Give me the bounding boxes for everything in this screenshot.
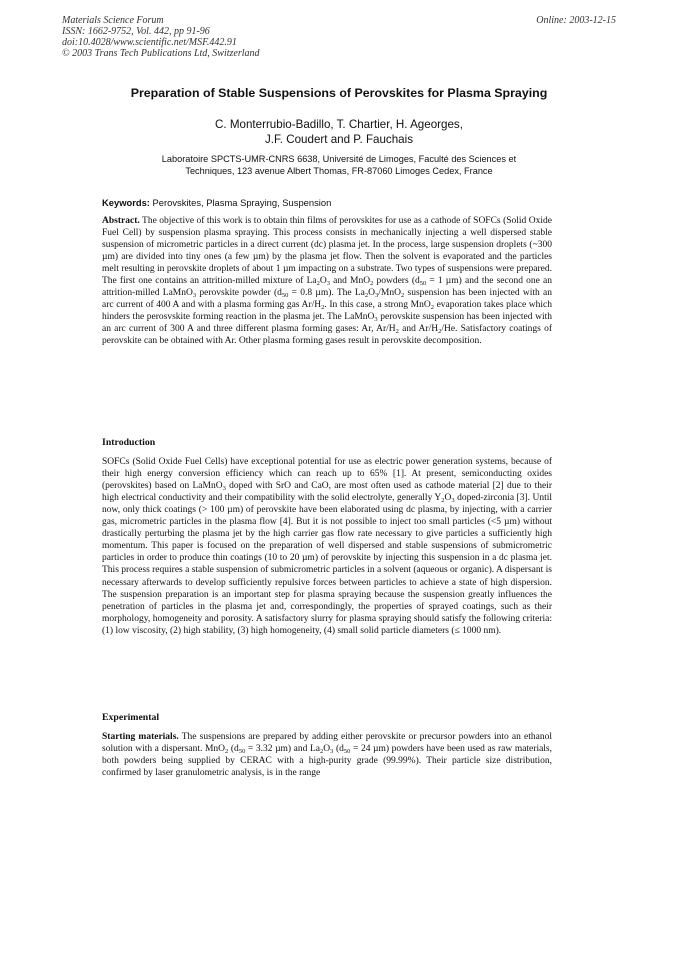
subscript: 50 [343,748,351,756]
abstract-text: powders (d [373,276,420,287]
abstract-text: and Ar/H [398,324,439,335]
subscript: 3 [326,280,330,288]
abstract-text: suspension has been injected with an arc current of 400 A and with a plasma forming gas Ar/H [102,288,552,311]
abstract-label: Abstract. [102,216,140,226]
subscript: 2 [225,748,229,756]
experimental-paragraph [102,731,552,779]
abstract [102,215,552,348]
paragraph-text: = 24 µm) powders have been used as raw materials, both powders being supplied by CERAC with a high-purity grade (99.99%). Their particle size distribution, confirmed by laser granulometric analysis, is in the range [102,744,553,779]
journal-info [62,15,260,59]
subscript: 2 [400,292,405,300]
subscript: 50 [281,292,289,300]
subscript: 2 [321,304,325,312]
journal-doi: doi:10.4028/www.scientific.net/MSF.442.91 [62,37,237,48]
paragraph-text: (d [228,744,239,755]
subscript: 2 [430,304,434,312]
subscript: 3 [374,316,378,324]
subscript: 2 [316,280,320,288]
experimental-section [102,712,552,779]
keywords-label: Keywords: [102,197,150,208]
affiliation [100,153,578,177]
section-heading: Introduction [102,437,156,448]
subscript: 2 [441,497,445,505]
abstract-text: O [368,288,376,299]
paragraph-text: The suspensions are prepared by adding either perovskite or precursor powders into an ethanol solution with a dispersant. MnO [102,732,552,755]
subscript: 2 [395,328,399,336]
introduction-paragraph [102,456,552,637]
paper-title: Preparation of Stable Suspensions of Perovskites for Plasma Spraying [130,86,548,100]
keywords [102,197,331,208]
introduction-section [102,437,552,637]
subscript: 3 [222,485,226,493]
subscript: 2 [438,328,442,336]
paragraph-text: doped-zirconia [3]. Until now, only thick coatings (> 100 µm) of perovskite have been elaborated using dc plasma, by injecting, with a carrier gas, micrometric particles in the plasma flow [4]. But it is not possible to inject too small particles (<5 µm) without drastically perturbing the plasma jet by the high carrier gas flow rate necessary to give particles a sufficiently high momentum. This paper is focused on the preparation of well dispersed and stable suspensions of submicrometric particles in order to produce thin coatings (10 to 20 µm) of perovskite by injecting this suspension in a dc plasma jet. This process requires a stable suspension of submicrometric particles in a solvent (aqueous or organic). A dispersant is necessary afterwards to develop sufficiently repulsive forces between particles to achieve a state of high dispersion. The suspension preparation is an important step for plasma spraying because the suspension greatly influences the penetration of particles in the plasma jet and, correspondingly, the properties of sprayed coatings, such as their morphology, homogeneity and porosity. A satisfactory slurry for plasma spraying should satisfy the following criteria: (1) low viscosity, (2) high stability, (3) high homogeneity, (4) small solid particle diameters (≤ 1000 nm). [102,493,552,636]
subscript: 50 [419,280,427,288]
affiliation-line-2: Techniques, 123 avenue Albert Thomas, FR-87060 Limoges Cedex, France [185,166,493,176]
keywords-text: Perovskites, Plasma Spraying, Suspension [152,197,332,208]
abstract-text: and MnO [330,276,371,287]
journal-name: Materials Science Forum [62,15,164,26]
abstract-text: /MnO [378,288,401,299]
abstract-text: The objective of this work is to obtain thin films of perovskites for use as a cathode of SOFCs (Solid Oxide Fuel Cell) by suspension plasma spraying. This process consists in mechanically injecting a well dispersed stable suspension of micrometric particles in a direct current (dc) plasma jet. In the process, large suspension droplets (~300 µm) are divided into tiny ones (a few µm) by the plasma jet flow. Then the solvent is evaporated and the particles melt resulting in perovskite droplets of about 1 µm impacting on a substrate. Two types of suspensions were prepared. The first one contains an attrition-milled mixture of La [102,216,552,287]
journal-copyright: © 2003 Trans Tech Publications Ltd, Switzerland [62,48,260,59]
subscript: 3 [330,748,334,756]
paragraph-text: = 3.32 µm) and La [245,744,321,755]
paragraph-text: (d [333,744,344,755]
paragraph-text: doped with SrO and CaO, are most often used as cathode material [2] due to their high electrical conductivity and their compatibility with the solid electrolyte, generally Y [102,481,552,504]
authors-line-1: C. Monterrubio-Badillo, T. Chartier, H. Ageorges, [215,118,463,131]
paragraph-text: O [444,493,452,504]
abstract-text: perovskite suspension has been injected with an arc current of 300 A and three different plasma forming gases: Ar, Ar/H [102,312,552,335]
author-list [62,117,616,147]
abstract-text: = 0.8 µm). The La [288,288,365,299]
subscript: 2 [320,748,324,756]
subscript: 3 [375,292,379,300]
paragraph-text: SOFCs (Solid Oxide Fuel Cells) have exceptional potential for use as electric power generation systems, because of their high energy conversion efficiency which can reach up to 65% [1]. At present, semiconducting oxides (perovskites) based on LaMnO [102,457,552,492]
abstract-text: . In this case, a strong MnO [324,300,431,311]
abstract-text: evaporation takes place which hinders the perosvskite forming reaction in the plasma jet. The LaMnO [102,300,552,323]
abstract-text: O [319,276,327,287]
affiliation-line-1: Laboratoire SPCTS-UMR-CNRS 6638, Université de Limoges, Faculté des Sciences et [161,154,517,164]
subscript: 50 [238,748,246,756]
subscript: 2 [370,280,374,288]
abstract-text: = 1 µm) and the second one an attrition-milled LaMnO [102,276,552,299]
abstract-text: /He. Satisfactory coatings of perovskite can be obtained with Ar. Other plasma forming gases result in perovskite decomposition. [102,324,553,347]
paragraph-text: O [323,744,331,755]
journal-issn: ISSN: 1662-9752, Vol. 442, pp 91-96 [62,26,210,37]
subscript: 2 [364,292,369,300]
section-heading: Experimental [102,712,160,723]
online-date: Online: 2003-12-15 [536,15,616,26]
authors-line-2: J.F. Coudert and P. Fauchais [264,133,413,146]
subscript: 3 [451,497,455,505]
runin-label: Starting materials. [102,732,179,743]
abstract-text: perovskite powder (d [196,288,282,299]
subscript: 3 [192,292,197,300]
